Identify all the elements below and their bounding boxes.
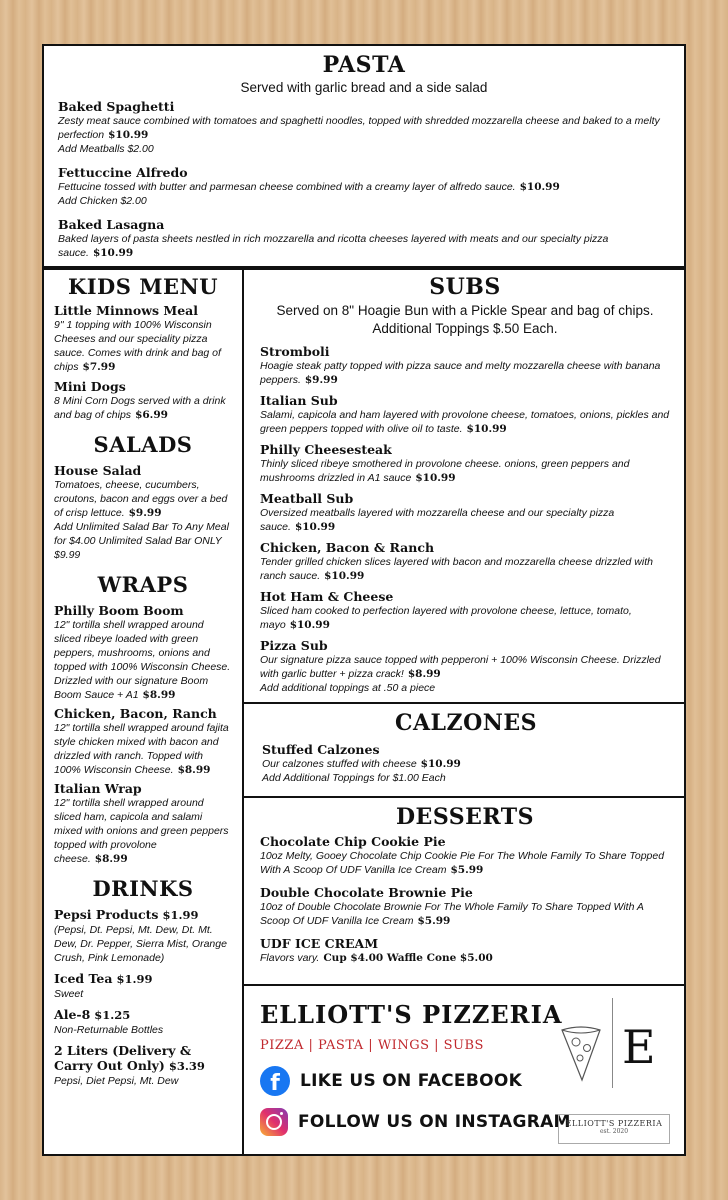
item-name <box>54 379 232 394</box>
item-description <box>54 394 232 422</box>
item-name <box>58 165 670 180</box>
item-title: Hot Ham & Cheese <box>260 589 394 604</box>
logo-letter: E <box>622 1020 656 1074</box>
item-desc-text: Fettucine tossed with butter and parmesan cheese combined with a creamy layer of alfredo sauce. <box>58 181 516 193</box>
item-name <box>260 393 670 408</box>
item-desc-text: Hoagie steak patty topped with pizza sauce and melty mozzarella cheese with banana peppers. <box>260 360 661 386</box>
item-name <box>262 742 670 757</box>
item-extra: Add Meatballs $2.00 <box>58 143 154 155</box>
item-name <box>260 589 670 604</box>
logo-badge <box>558 1114 670 1144</box>
item-title: Stromboli <box>260 344 330 359</box>
item-name <box>260 442 670 457</box>
item-price: $10.99 <box>415 472 456 484</box>
item-title: Baked Lasagna <box>58 217 165 232</box>
item-description <box>260 604 670 632</box>
item-desc-text: Sliced ham cooked to perfection layered with provolone cheese, lettuce, tomato, mayo <box>260 605 632 631</box>
item-title: Italian Sub <box>260 393 338 408</box>
item-price: $10.99 <box>92 247 134 259</box>
item-desc-text: 10oz of Double Chocolate Brownie For The Whole Family To Share Topped With A Scoop Of UDF Vanilla Ice Cream <box>260 901 644 927</box>
facebook-text[interactable]: LIKE US ON FACEBOOK <box>300 1071 523 1091</box>
item-name <box>54 603 232 618</box>
item-description <box>260 457 670 485</box>
item-description <box>262 757 670 771</box>
menu-item <box>54 379 232 422</box>
pizza-slice-icon <box>558 1024 604 1084</box>
menu-item <box>260 834 670 877</box>
item-price: $9.99 <box>304 374 338 386</box>
item-description <box>54 987 232 1001</box>
item-title: Double Chocolate Brownie Pie <box>260 885 473 900</box>
kids-title: KIDS MENU <box>67 274 219 299</box>
item-name <box>54 781 232 796</box>
item-name <box>260 885 670 900</box>
instagram-icon[interactable] <box>260 1108 288 1136</box>
item-desc-text: Flavors vary. <box>260 952 320 964</box>
item-title: Philly Cheesesteak <box>260 442 392 457</box>
footer-section <box>242 984 686 1156</box>
item-desc-text: Salami, capicola and ham layered with provolone cheese, tomatoes, onions, pickles and green peppers topped with olive oil to taste. <box>260 409 670 435</box>
item-desc-text: 12" tortilla shell wrapped around sliced ham, capicola and salami mixed with onions and green peppers topped with provolone cheese. <box>54 797 229 865</box>
item-name <box>54 907 232 923</box>
item-name <box>54 303 232 318</box>
menu-item <box>54 463 232 562</box>
item-title: Meatball Sub <box>260 491 354 506</box>
item-price: $1.99 <box>162 908 199 922</box>
item-desc-text: 12" tortilla shell wrapped around sliced ribeye loaded with green peppers, mushrooms, onions and topped with 100% Wisconsin Cheese. Drizzled with our signature Boom Boom Sauce + A1 <box>54 619 231 701</box>
menu-item <box>260 442 670 485</box>
subs-section <box>242 268 686 704</box>
item-desc-text: Our signature pizza sauce topped with pepperoni + 100% Wisconsin Cheese. Drizzled with garlic butter + pizza crack! <box>260 654 661 680</box>
left-column <box>42 268 244 1156</box>
item-description <box>54 796 232 866</box>
item-price: $6.99 <box>135 409 168 421</box>
kids-items <box>54 303 232 422</box>
item-description <box>54 318 232 374</box>
item-price: $10.99 <box>519 181 560 193</box>
item-price: Cup $4.00 Waffle Cone $5.00 <box>323 952 493 964</box>
item-price: $10.99 <box>294 521 336 533</box>
item-desc-text: Pepsi, Diet Pepsi, Mt. Dew <box>54 1075 179 1087</box>
item-name <box>58 217 670 232</box>
drinks-title: DRINKS <box>92 876 194 901</box>
item-description <box>260 408 670 436</box>
item-name <box>54 971 232 987</box>
wraps-title: WRAPS <box>97 572 189 597</box>
item-desc-text: 10oz Melty, Gooey Chocolate Chip Cookie Pie For The Whole Family To Share Topped With A Scoop Of UDF Vanilla Ice Cream <box>260 850 665 876</box>
menu-item <box>262 742 670 785</box>
item-title: Mini Dogs <box>54 379 126 394</box>
menu-item <box>260 393 670 436</box>
menu-item <box>54 1043 232 1088</box>
item-description <box>54 923 232 965</box>
logo-est: est. 2020 <box>599 1128 629 1135</box>
item-desc-text: Thinly sliced ribeye smothered in provolone cheese. onions, green peppers and mushrooms drizzled in A1 sauce <box>260 458 630 484</box>
instagram-link[interactable] <box>260 1108 571 1136</box>
tagline: PIZZA | PASTA | WINGS | SUBS <box>260 1038 484 1053</box>
menu-item <box>260 638 670 695</box>
item-name <box>260 936 670 951</box>
menu-item <box>54 907 232 965</box>
item-description <box>260 951 670 965</box>
menu-item <box>54 971 232 1001</box>
item-description <box>54 618 232 702</box>
item-price: $8.99 <box>142 689 176 701</box>
brand-name: ELLIOTT'S PIZZERIA <box>260 1000 563 1029</box>
pasta-items <box>58 99 670 260</box>
logo-name: ELLIOTT'S PIZZERIA <box>565 1119 663 1128</box>
item-description <box>54 478 232 520</box>
salads-title: SALADS <box>93 432 193 457</box>
item-title: House Salad <box>54 463 142 478</box>
menu-item <box>58 165 670 208</box>
salads-items <box>54 463 232 562</box>
item-name <box>58 99 670 114</box>
item-title: Fettuccine Alfredo <box>58 165 188 180</box>
item-name <box>54 1007 232 1023</box>
desserts-section <box>242 796 686 986</box>
item-desc-text: Tender grilled chicken slices layered with bacon and mozzarella cheese drizzled with ranch sauce. <box>260 556 653 582</box>
item-title: Chicken, Bacon, Ranch <box>54 706 217 721</box>
subs-title: SUBS <box>429 274 501 300</box>
item-price: $3.39 <box>168 1059 205 1073</box>
item-extra: Add Additional Toppings for $1.00 Each <box>262 772 446 784</box>
item-description <box>260 849 670 877</box>
item-price: $7.99 <box>82 361 116 373</box>
menu-item <box>54 303 232 374</box>
item-description <box>58 232 670 260</box>
menu-item <box>260 344 670 387</box>
item-extra: Add additional toppings at .50 a piece <box>260 682 436 694</box>
item-price: $8.99 <box>177 764 211 776</box>
calzones-title: CALZONES <box>394 710 538 736</box>
item-desc-text: 12" tortilla shell wrapped around fajita style chicken mixed with bacon and drizzled with ranch. Topped with 100% Wisconsin Cheese. <box>54 722 229 776</box>
facebook-icon[interactable]: f <box>260 1066 290 1096</box>
item-desc-text: Baked layers of pasta sheets nestled in rich mozzarella and ricotta cheeses layered with meats and our specialty pizza sauce. <box>58 233 609 259</box>
item-title: Little Minnows Meal <box>54 303 199 318</box>
item-desc-text: Non-Returnable Bottles <box>54 1024 164 1036</box>
item-title: Ale-8 <box>54 1007 91 1022</box>
item-extra: Add Chicken $2.00 <box>58 195 147 207</box>
item-desc-text: (Pepsi, Dt. Pepsi, Mt. Dew, Dt. Mt. Dew, Dr. Pepper, Sierra Mist, Orange Crush, Pink Lemonade) <box>54 924 227 964</box>
item-description <box>260 506 670 534</box>
item-title: Pepsi Products <box>54 907 159 922</box>
item-title: Chocolate Chip Cookie Pie <box>260 834 446 849</box>
calzones-section <box>242 702 686 798</box>
item-description <box>260 653 670 681</box>
item-title: 2 Liters (Delivery & Carry Out Only) <box>54 1043 192 1073</box>
item-description <box>54 1023 232 1037</box>
item-name <box>260 491 670 506</box>
instagram-text[interactable]: FOLLOW US ON INSTAGRAM <box>298 1112 571 1132</box>
subs-items <box>260 344 670 695</box>
menu-item <box>260 589 670 632</box>
item-title: Iced Tea <box>54 971 113 986</box>
item-name <box>54 706 232 721</box>
pasta-section <box>42 44 686 268</box>
item-desc-text: 8 Mini Corn Dogs served with a drink and bag of chips <box>54 395 226 421</box>
calzones-items <box>262 742 670 785</box>
item-price: $5.99 <box>417 915 451 927</box>
item-extra: Add Unlimited Salad Bar To Any Meal for $4.00 Unlimited Salad Bar ONLY $9.99 <box>54 521 229 561</box>
subs-subtitle: Served on 8" Hoagie Bun with a Pickle Spear and bag of chips. Additional Toppings $.50 Each. <box>276 303 654 336</box>
wraps-items <box>54 603 232 866</box>
menu-item <box>58 99 670 156</box>
pasta-subtitle: Served with garlic bread and a side salad <box>240 80 488 95</box>
item-title: Chicken, Bacon & Ranch <box>260 540 435 555</box>
item-description <box>260 900 670 928</box>
menu-item <box>58 217 670 260</box>
item-desc-text: Tomatoes, cheese, cucumbers, croutons, bacon and eggs over a bed of crisp lettuce. <box>54 479 228 519</box>
item-name <box>260 834 670 849</box>
item-price: $5.99 <box>450 864 484 876</box>
item-price: $8.99 <box>94 853 128 865</box>
item-description <box>54 721 232 777</box>
desserts-items <box>260 834 670 965</box>
item-price: $1.25 <box>94 1008 131 1022</box>
menu-item <box>260 491 670 534</box>
logo-divider <box>612 998 613 1088</box>
item-desc-text: Zesty meat sauce combined with tomatoes and spaghetti noodles, topped with shredded mozzarella cheese and baked to a melty perfection <box>58 115 660 141</box>
item-description <box>58 180 670 194</box>
item-desc-text: Our calzones stuffed with cheese <box>262 758 417 770</box>
item-title: Philly Boom Boom <box>54 603 184 618</box>
item-price: $10.99 <box>108 129 149 141</box>
item-name <box>260 638 670 653</box>
pasta-title: PASTA <box>322 52 406 78</box>
menu-item <box>54 781 232 866</box>
menu-item <box>260 885 670 928</box>
item-description <box>58 114 670 142</box>
item-desc-text: Oversized meatballs layered with mozzarella cheese and our specialty pizza sauce. <box>260 507 615 533</box>
menu-item <box>260 540 670 583</box>
facebook-link[interactable] <box>260 1066 522 1096</box>
item-price: $9.99 <box>128 507 162 519</box>
item-price: $1.99 <box>116 972 153 986</box>
item-price: $10.99 <box>289 619 330 631</box>
item-description <box>260 555 670 583</box>
item-name <box>54 463 232 478</box>
drinks-items <box>54 907 232 1088</box>
item-price: $10.99 <box>420 758 461 770</box>
menu-item <box>54 603 232 702</box>
item-price: $8.99 <box>407 668 441 680</box>
item-name <box>54 1043 232 1074</box>
item-description <box>260 359 670 387</box>
menu-item <box>260 936 670 965</box>
item-title: Italian Wrap <box>54 781 142 796</box>
item-desc-text: 9" 1 topping with 100% Wisconsin Cheeses and our speciality pizza sauce. Comes with drink and bag of chips <box>54 319 221 373</box>
item-description <box>54 1074 232 1088</box>
item-price: $10.99 <box>324 570 365 582</box>
menu-item <box>54 706 232 777</box>
item-title: Stuffed Calzones <box>262 742 380 757</box>
item-title: Baked Spaghetti <box>58 99 175 114</box>
desserts-title: DESSERTS <box>395 804 535 830</box>
item-title: UDF ICE CREAM <box>260 936 379 951</box>
item-price: $10.99 <box>466 423 507 435</box>
item-name <box>260 344 670 359</box>
menu-item <box>54 1007 232 1037</box>
item-name <box>260 540 670 555</box>
item-desc-text: Sweet <box>54 988 84 1000</box>
item-title: Pizza Sub <box>260 638 328 653</box>
